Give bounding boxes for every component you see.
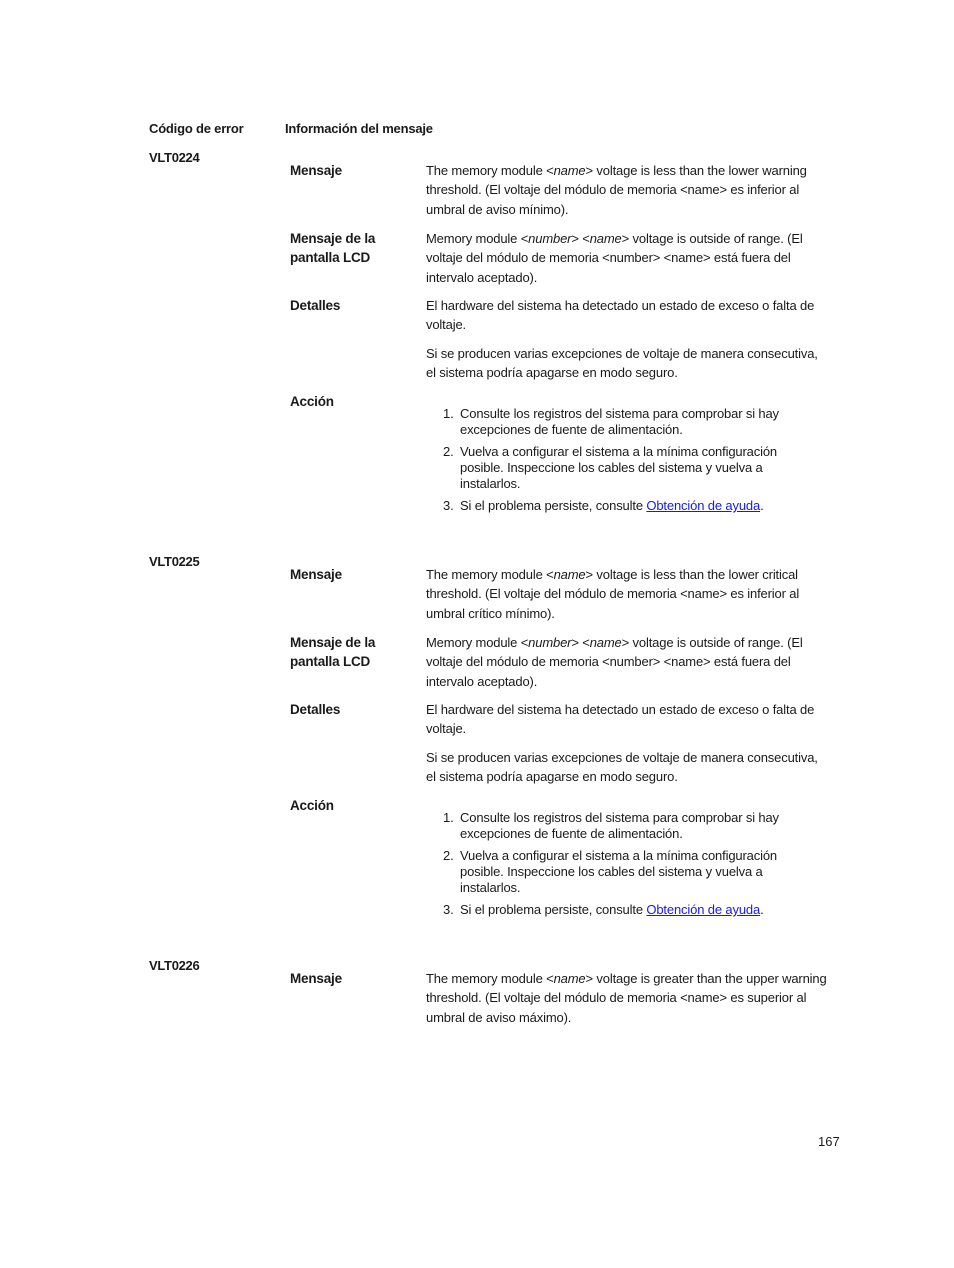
error-code: VLT0226 xyxy=(149,958,200,973)
error-code: VLT0225 xyxy=(149,554,200,569)
error-code: VLT0224 xyxy=(149,150,200,165)
details-text: El hardware del sistema ha detectado un estado de exceso o falta de voltaje. xyxy=(426,298,815,333)
help-link[interactable]: Obtención de ayuda xyxy=(646,498,761,513)
details-text: El hardware del sistema ha detectado un estado de exceso o falta de voltaje. xyxy=(426,702,815,737)
list-item: 3. Si el problema persiste, consulte Obtención de ayuda. xyxy=(443,902,764,917)
page-number: 167 xyxy=(818,1134,840,1149)
label-mensaje: Mensaje xyxy=(290,567,342,582)
column-header-message-info: Información del mensaje xyxy=(285,121,433,136)
label-detalles: Detalles xyxy=(290,298,341,313)
lcd-message-text: Memory module <number> <name> voltage is outside of range. (El voltaje del módulo de memoria <number> <name> está fuera del intervalo aceptado). xyxy=(426,231,803,285)
label-detalles: Detalles xyxy=(290,702,341,717)
label-accion: Acción xyxy=(290,798,334,813)
message-text: The memory module <name> voltage is less than the lower critical threshold. (El voltaje del módulo de memoria <name> es inferior al umbral crítico mínimo). xyxy=(426,567,800,621)
label-accion: Acción xyxy=(290,394,334,409)
list-item: 1. Consulte los registros del sistema para comprobar si hay excepciones de fuente de alimentación. xyxy=(443,406,779,437)
label-lcd-message: Mensaje de la pantalla LCD xyxy=(290,635,376,669)
list-item: 1. Consulte los registros del sistema para comprobar si hay excepciones de fuente de alimentación. xyxy=(443,810,779,841)
label-mensaje: Mensaje xyxy=(290,971,342,986)
message-text: The memory module <name> voltage is greater than the upper warning threshold. (El voltaje del módulo de memoria <name> es superior al umbral de aviso máximo). xyxy=(426,971,827,1025)
label-lcd-message: Mensaje de la pantalla LCD xyxy=(290,231,376,265)
help-link[interactable]: Obtención de ayuda xyxy=(646,902,761,917)
list-item: 3. Si el problema persiste, consulte Obtención de ayuda. xyxy=(443,498,764,513)
column-header-error-code: Código de error xyxy=(149,121,244,136)
details-text-2: Si se producen varias excepciones de voltaje de manera consecutiva, el sistema podría apagarse en modo seguro. xyxy=(426,750,818,785)
list-item: 2. Vuelva a configurar el sistema a la mínima configuración posible. Inspeccione los cables del sistema y vuelva a instalarlos. xyxy=(443,444,778,491)
list-item: 2. Vuelva a configurar el sistema a la mínima configuración posible. Inspeccione los cables del sistema y vuelva a instalarlos. xyxy=(443,848,778,895)
details-text-2: Si se producen varias excepciones de voltaje de manera consecutiva, el sistema podría apagarse en modo seguro. xyxy=(426,346,818,381)
action-steps xyxy=(443,406,795,520)
action-steps xyxy=(443,810,795,924)
label-mensaje: Mensaje xyxy=(290,163,342,178)
message-text: The memory module <name> voltage is less than the lower warning threshold. (El voltaje del módulo de memoria <name> es inferior al umbral de aviso mínimo). xyxy=(426,163,807,217)
lcd-message-text: Memory module <number> <name> voltage is outside of range. (El voltaje del módulo de memoria <number> <name> está fuera del intervalo aceptado). xyxy=(426,635,803,689)
